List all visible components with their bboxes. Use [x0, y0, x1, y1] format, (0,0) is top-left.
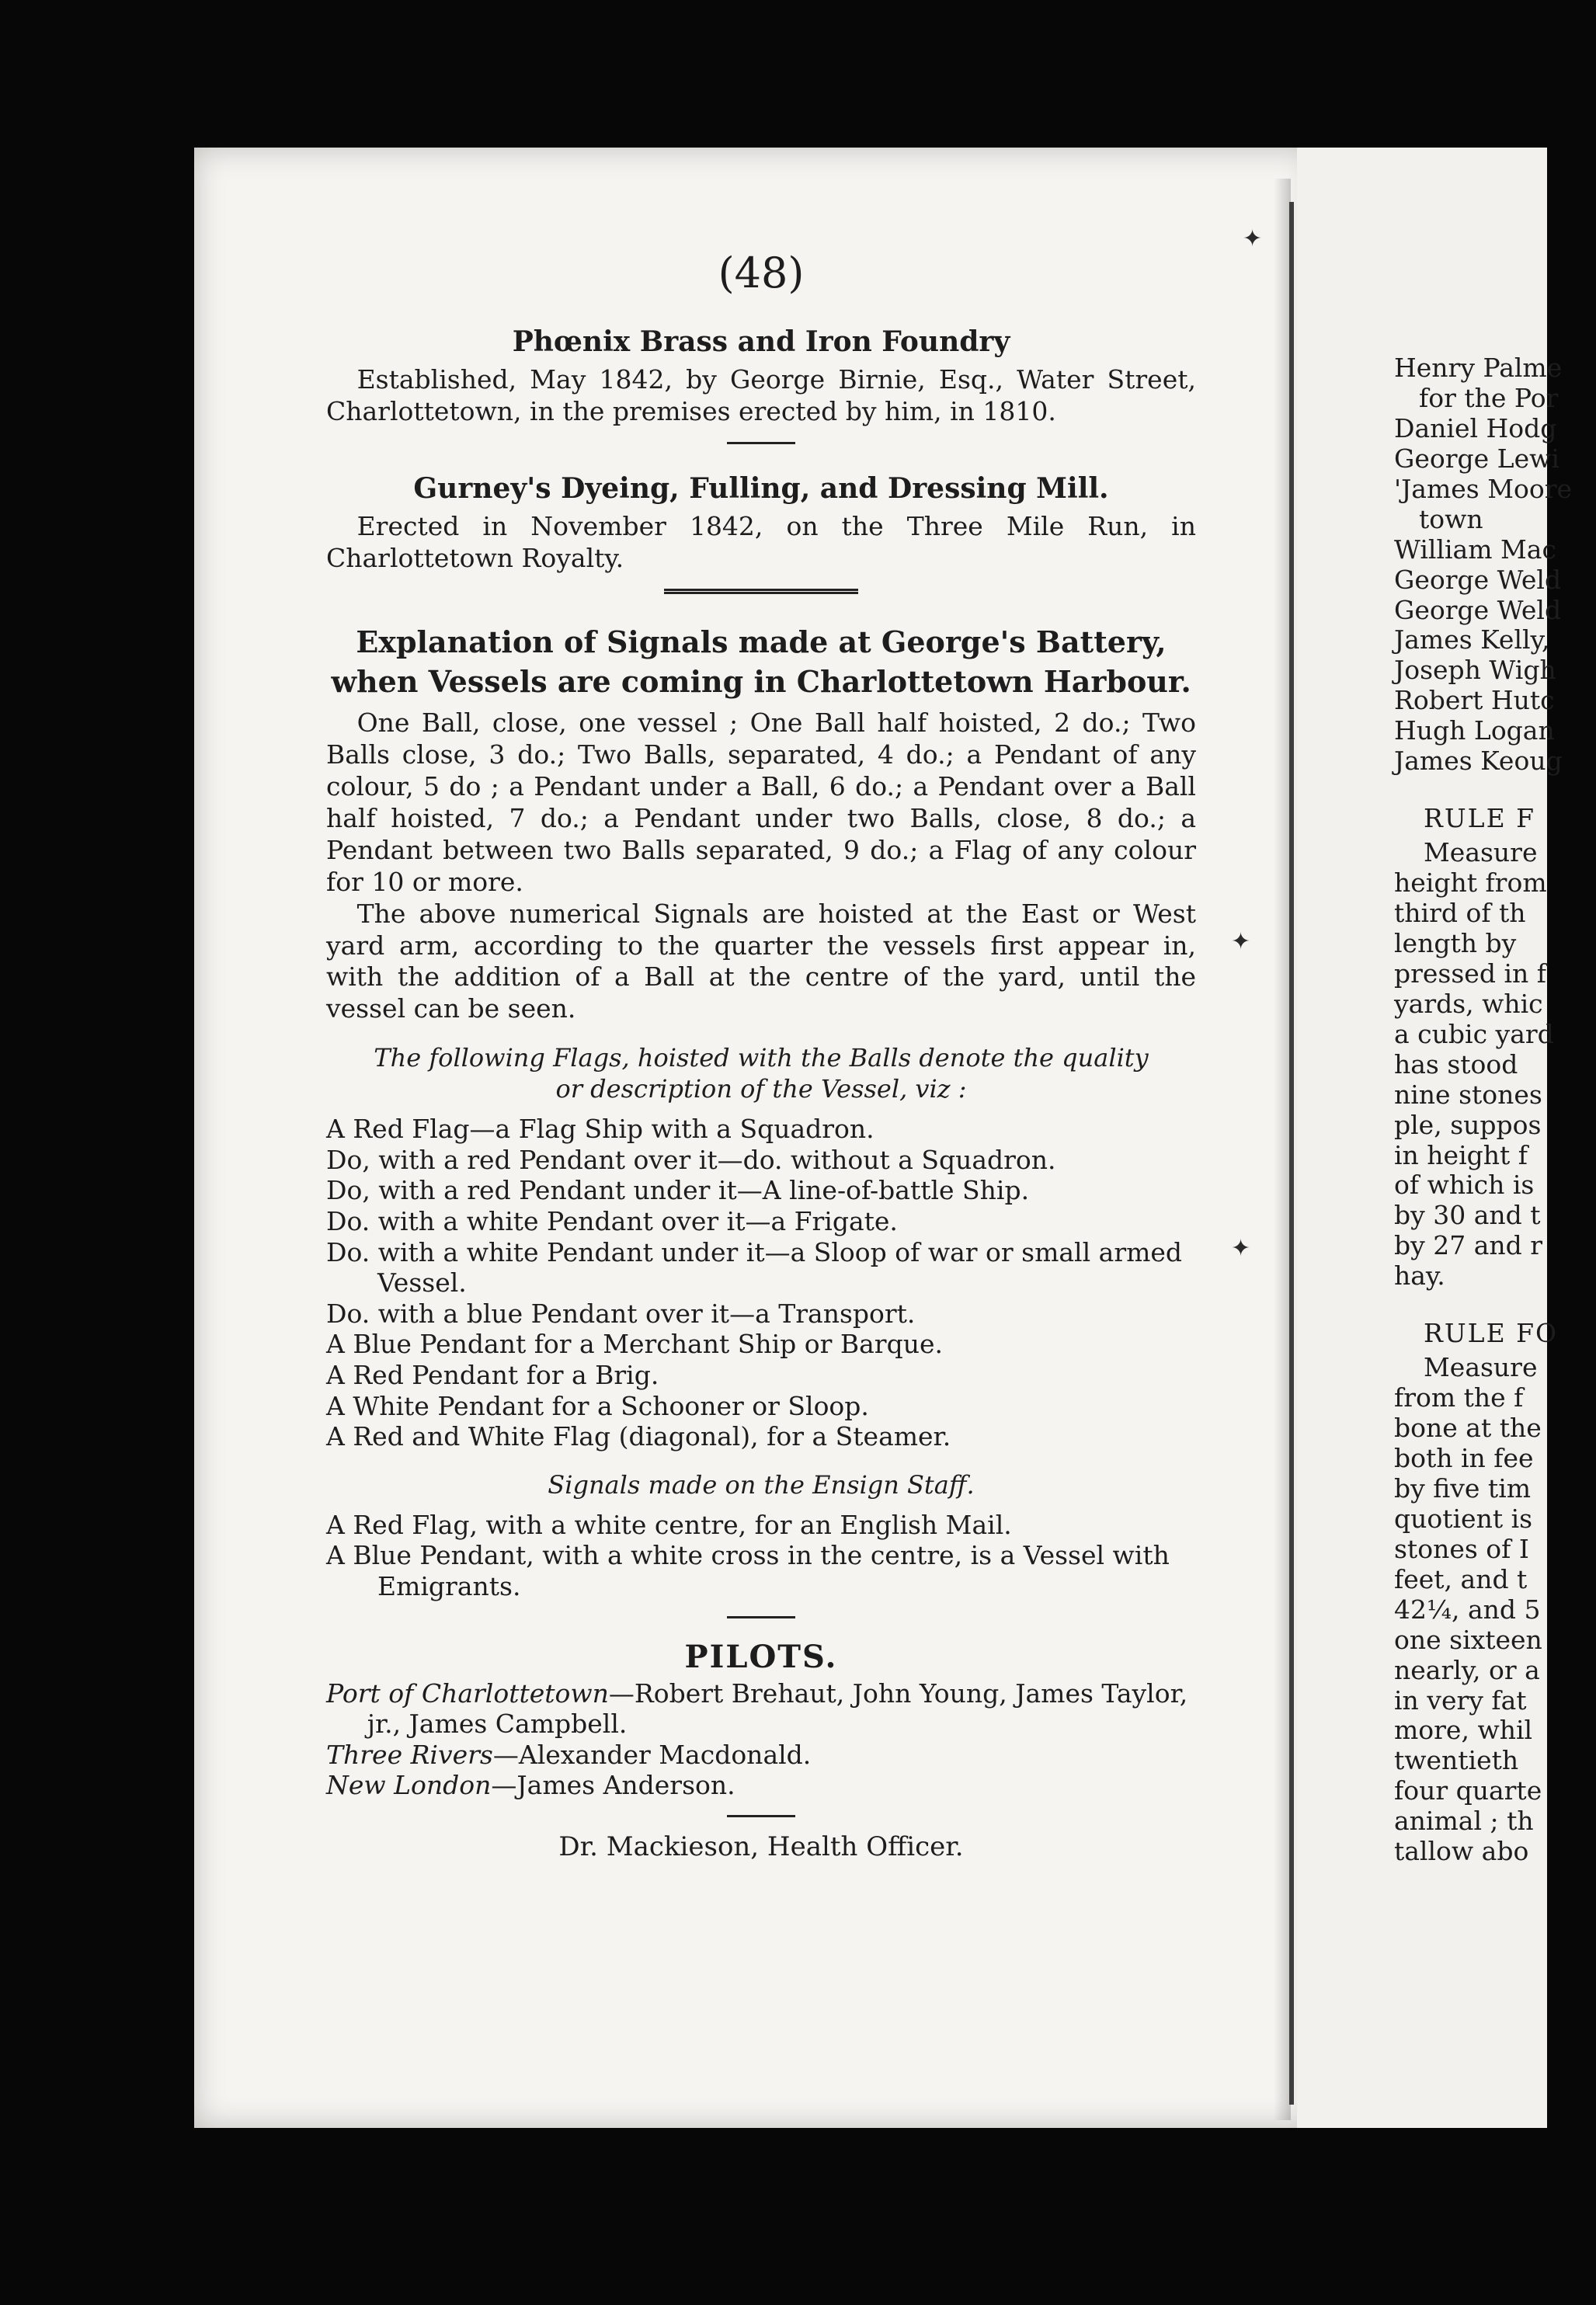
section-divider-double — [664, 589, 858, 594]
right-name-line: George Weld — [1394, 564, 1562, 595]
rule-1-line: Measure — [1424, 837, 1538, 868]
rule-2-line: more, whil — [1394, 1715, 1533, 1746]
rule-1-line: a cubic yard — [1394, 1018, 1554, 1049]
right-name-line: Joseph Wigh — [1394, 655, 1556, 686]
left-page-content — [326, 249, 1196, 1862]
flag-entry: A Red and White Flag (diagonal), for a Steamer. — [326, 1421, 951, 1452]
right-name-line: James Kelly, — [1394, 624, 1550, 655]
rule-2-line: 42¼, and 5 — [1394, 1594, 1541, 1625]
book-gutter-line — [1289, 202, 1294, 2105]
gurney-mill-text: Erected in November 1842, on the Three Mile Run, in Charlottetown Royalty. — [326, 510, 1196, 573]
signals-paragraph-1: One Ball, close, one vessel ; One Ball half hoisted, 2 do.; Two Balls close, 3 do.; Two Balls, separated, 4 do.; a Pendant of any colour, 5 do ; a Pendant under a Ball, 6 do.; a Pendant over a Ball half hoisted, 7 do.; a Pendant under two Balls, close, 8 do.; a Pendant between two Balls separated, 9 do.; a Flag of any colour for 10 or more. — [326, 707, 1196, 897]
pilot-place: New London — [326, 1770, 492, 1801]
flag-entry: Do, with a red Pendant under it—A line-of-battle Ship. — [326, 1175, 1030, 1206]
rule-2-line: animal ; th — [1394, 1806, 1534, 1837]
rule-1-line: hay. — [1394, 1260, 1445, 1292]
flags-list — [326, 1114, 1196, 1452]
pilot-entry — [326, 1770, 1196, 1801]
right-name-line: for the Por — [1419, 382, 1559, 413]
pilots-heading: PILOTS. — [684, 1638, 838, 1675]
pilot-entry — [326, 1740, 1196, 1771]
right-names-list — [1394, 353, 1596, 777]
right-name-line: William Mac — [1394, 534, 1556, 565]
section-divider — [727, 442, 795, 444]
right-name-line: 'James Moore — [1394, 473, 1573, 504]
right-name-line: Robert Hutc — [1394, 685, 1555, 716]
phoenix-foundry-heading: Phœnix Brass and Iron Foundry — [512, 325, 1010, 358]
signals-paragraph-2: The above numerical Signals are hoisted at the East or West yard arm, according to the quarter the vessels first appear in, with the addition of a Ball at the centre of the yard, until the vessel can be seen. — [326, 898, 1196, 1024]
health-officer: Dr. Mackieson, Health Officer. — [558, 1830, 964, 1862]
pilot-names: —Alexander Macdonald. — [492, 1739, 812, 1770]
rule-2-line: bone at the — [1394, 1413, 1542, 1444]
rule-1-line: ple, suppos — [1394, 1109, 1542, 1140]
rule-2-line: both in fee — [1394, 1443, 1534, 1473]
pilot-place: Three Rivers — [326, 1739, 493, 1770]
page-ornament: ✦ — [1243, 225, 1263, 252]
rule-2-line: four quarte — [1394, 1775, 1542, 1806]
rule-2-line: feet, and t — [1394, 1563, 1528, 1594]
right-name-line: Henry Palme — [1394, 353, 1563, 383]
gurney-mill-heading: Gurney's Dyeing, Fulling, and Dressing Mill. — [413, 471, 1109, 505]
rule-1-line: yards, whic — [1394, 988, 1543, 1019]
rule-1-text — [1394, 838, 1596, 1292]
rule-2-line: tallow abo — [1394, 1836, 1529, 1867]
rule-2-line: from the f — [1394, 1382, 1524, 1413]
page-number: (48) — [718, 249, 805, 297]
rule-1-line: by 30 and t — [1394, 1200, 1541, 1231]
rule-2-line: stones of I — [1394, 1533, 1529, 1564]
rule-2-line: one sixteen — [1394, 1624, 1542, 1655]
rule-1-line: third of th — [1394, 898, 1526, 928]
rule-1-line: by 27 and r — [1394, 1230, 1543, 1261]
book-gutter-shadow — [1274, 179, 1291, 2120]
right-page-content — [1394, 353, 1596, 1867]
pilot-place: Port of Charlottetown — [326, 1677, 609, 1709]
pilot-names: —James Anderson. — [491, 1770, 735, 1801]
flag-entry: Do. with a blue Pendant over it—a Transport. — [326, 1298, 916, 1329]
flag-entry: A Red Flag—a Flag Ship with a Squadron. — [326, 1114, 874, 1145]
ensign-entry: A Blue Pendant, with a white cross in the centre, is a Vessel with Emigrants. — [326, 1540, 1170, 1601]
signals-heading: Explanation of Signals made at George's Battery, when Vessels are coming in Charlottetown Harbour. — [331, 624, 1191, 699]
rule-2-line: in very fat — [1394, 1684, 1527, 1716]
rule-2-line: nearly, or a — [1394, 1654, 1540, 1685]
right-name-line: George Lewi — [1394, 443, 1559, 474]
rule-1-line: length by — [1394, 927, 1517, 958]
flag-entry: Do. with a white Pendant under it—a Sloop of war or small armed Vessel. — [326, 1236, 1183, 1299]
rule-1-line: nine stones — [1394, 1079, 1542, 1110]
right-name-line: George Weld — [1394, 594, 1562, 625]
rule-1-line: of which is — [1394, 1170, 1535, 1201]
rule-1-heading: RULE F — [1424, 803, 1536, 834]
flag-entry: A Red Pendant for a Brig. — [326, 1360, 659, 1391]
rule-2-text — [1394, 1353, 1596, 1867]
right-name-line: Hugh Logan — [1394, 715, 1555, 746]
ensign-entry: A Red Flag, with a white centre, for an English Mail. — [326, 1509, 1012, 1540]
section-divider — [727, 1616, 795, 1618]
ensign-list — [326, 1510, 1196, 1602]
page-ornament: ✦ — [1231, 928, 1251, 955]
flag-entry: Do. with a white Pendant over it—a Frigate. — [326, 1206, 898, 1237]
right-name-line: town — [1419, 503, 1483, 534]
rule-2-line: quotient is — [1394, 1503, 1533, 1534]
flag-entry: A Blue Pendant for a Merchant Ship or Barque. — [326, 1329, 943, 1360]
phoenix-foundry-text: Established, May 1842, by George Birnie, Esq., Water Street, Charlottetown, in the premises erected by him, in 1810. — [326, 364, 1196, 426]
rule-1-line: in height f — [1394, 1139, 1528, 1170]
rule-2-line: Measure — [1424, 1352, 1538, 1383]
section-divider — [727, 1815, 795, 1817]
flag-entry: Do, with a red Pendant over it—do. without a Squadron. — [326, 1144, 1056, 1175]
ensign-staff-heading: Signals made on the Ensign Staff. — [548, 1469, 975, 1500]
rule-1-line: pressed in f — [1394, 958, 1546, 989]
pilot-names: —Robert Brehaut, John Young, James Taylor, jr., James Campbell. — [367, 1677, 1188, 1740]
pilot-entry — [326, 1678, 1196, 1740]
right-name-line: Daniel Hodg — [1394, 412, 1557, 443]
rule-2-line: by five tim — [1394, 1472, 1532, 1504]
rule-2-heading: RULE FO — [1424, 1318, 1559, 1349]
flag-entry: A White Pendant for a Schooner or Sloop. — [326, 1390, 869, 1421]
flags-intro: The following Flags, hoisted with the Balls denote the quality or description of the Vessel, viz : — [374, 1043, 1149, 1104]
rule-2-line: twentieth — [1394, 1745, 1519, 1776]
rule-1-line: height from — [1394, 867, 1547, 899]
right-name-line: James Keoug — [1394, 746, 1563, 777]
rule-1-line: has stood — [1394, 1048, 1518, 1079]
page-ornament: ✦ — [1231, 1235, 1251, 1262]
